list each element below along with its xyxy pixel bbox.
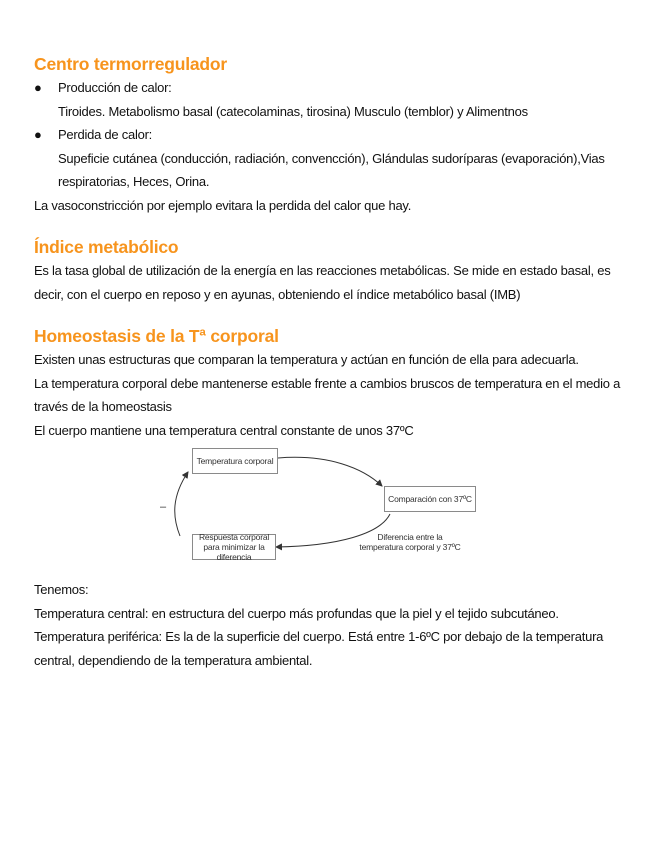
box-respuesta-corporal: Respuesta corporal para minimizar la diferencia xyxy=(192,534,276,560)
label-minus: – xyxy=(160,501,166,513)
list-item xyxy=(34,76,624,123)
label-diferencia: Diferencia entre la temperatura corporal y 37ºC xyxy=(359,532,461,552)
bullet-detail: Tiroides. Metabolismo basal (catecolaminas, tirosina) Musculo (temblor) y Alimentnos xyxy=(58,103,528,119)
list-item xyxy=(34,123,624,194)
bullet-detail: Supeficie cutánea (conducción, radiación, convencción), Glándulas sudoríparas (evaporación),Vias respiratorias, Heces, Orina. xyxy=(58,150,605,189)
paragraph: El cuerpo mantiene una temperatura central constante de unos 37ºC xyxy=(34,422,414,438)
heading-indice-metabolico: Índice metabólico xyxy=(34,237,179,257)
paragraph: La vasoconstricción por ejemplo evitara la perdida del calor que hay. xyxy=(34,197,412,213)
bullet-label: Producción de calor: xyxy=(58,80,172,95)
bullet-icon: ● xyxy=(34,80,42,95)
box-comparacion: Comparación con 37ºC xyxy=(384,486,476,512)
paragraph: Temperatura periférica: Es la de la superficie del cuerpo. Está entre 1-6ºC por debajo de la temperatura central, dependiendo de la temperatura ambiental. xyxy=(34,629,604,668)
box-temperatura-corporal: Temperatura corporal xyxy=(192,448,278,474)
paragraph: Existen unas estructuras que comparan la temperatura y actúan en función de ella para adecuarla. xyxy=(34,352,579,367)
paragraph: Es la tasa global de utilización de la energía en las reacciones metabólicas. Se mide en estado basal, es decir, con el cuerpo en reposo y en ayunas, obteniendo el índice metabólico basal (IMB) xyxy=(34,263,611,302)
arrow-temp-to-comparison xyxy=(278,457,382,486)
homeostasis-diagram xyxy=(158,446,476,568)
paragraph: Tenemos: xyxy=(34,582,89,597)
document-page xyxy=(34,52,624,672)
paragraph: La temperatura corporal debe mantenerse estable frente a cambios bruscos de temperatura en el medio a través de la homeostasis xyxy=(34,375,621,414)
bullet-list xyxy=(34,76,624,194)
bullet-label: Perdida de calor: xyxy=(58,127,153,142)
arrow-response-to-temp xyxy=(175,472,188,536)
bullet-icon: ● xyxy=(34,127,42,142)
heading-homeostasis: Homeostasis de la Tª corporal xyxy=(34,326,279,346)
paragraph: Temperatura central: en estructura del cuerpo más profundas que la piel y el tejido subcutáneo. xyxy=(34,605,559,621)
heading-centro-termorregulador: Centro termorregulador xyxy=(34,54,227,74)
